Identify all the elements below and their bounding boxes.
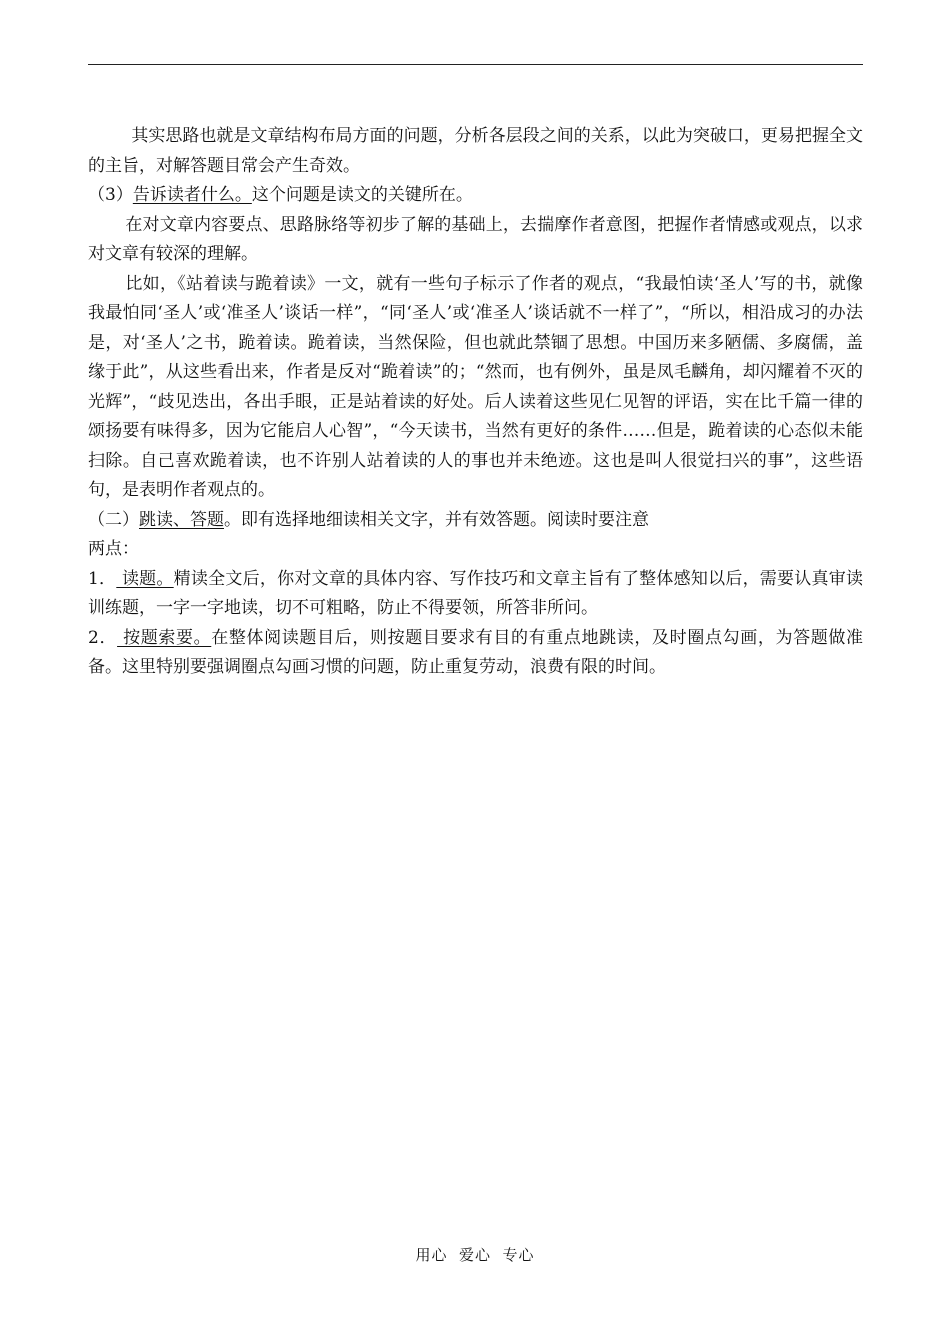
paragraph-example: 比如，《站着读与跪着读》一文，就有一些句子标示了作者的观点，“我最怕读‘圣人’写的书，就像我最怕同‘圣人’或‘准圣人’谈话一样”，“同‘圣人’或‘准圣人’谈话就不一样了”，“所以，相沿成习的办法是，对‘圣人’之书，跪着读。跪着读，当然保险，但也就此禁锢了思想。中国历来多陋儒、多腐儒，盖缘于此”，从这些看出来，作者是反对“跪着读”的；“然而，也有例外，虽是凤毛麟角，却闪耀着不灭的光辉”，“歧见迭出，各出手眼，正是站着读的好处。后人读着这些见仁见智的评语，实在比千篇一律的颂扬要有味得多，因为它能启人心智”，“今天读书，当然有更好的条件……但是，跪着读的心态似未能扫除。自己喜欢跪着读，也不许别人站着读的人的事也并未绝迹。这也是叫人很觉扫兴的事”，这些语句，是表明作者观点的。 xyxy=(88,273,863,500)
list-item-search-by-question xyxy=(88,624,863,683)
paragraph-point-3 xyxy=(88,181,863,211)
list-heading-read-question: 读题。 xyxy=(116,568,174,589)
section-2-number: （二） xyxy=(88,509,139,530)
paragraph-section-2 xyxy=(88,506,863,536)
list-heading-search-by-question: 按题索要。 xyxy=(117,627,212,648)
paragraph-two-points: 两点： xyxy=(88,539,139,559)
list-text-search-by-question: 在整体阅读题目后，则按题目要求有目的有重点地跳读，及时圈点勾画，为答题做准备。这里特别要强调圈点勾画习惯的问题，防止重复劳动，浪费有限的时间。 xyxy=(88,627,863,677)
document-body xyxy=(88,122,863,683)
section-2-heading: 跳读、答题 xyxy=(139,509,224,530)
point-3-text: 这个问题是读文的关键所在。 xyxy=(251,185,473,205)
paragraph-structure: 其实思路也就是文章结构布局方面的问题，分析各层段之间的关系，以此为突破口，更易把握全文的主旨，对解答题目常会产生奇效。 xyxy=(88,126,863,176)
section-2-text: 。即有选择地细读相关文字，并有效答题。阅读时要注意 xyxy=(224,509,649,530)
paragraph-understanding: 在对文章内容要点、思路脉络等初步了解的基础上，去揣摩作者意图，把握作者情感或观点，以求对文章有较深的理解。 xyxy=(88,214,863,264)
point-3-number: （3） xyxy=(88,185,133,205)
list-item-read-question xyxy=(88,565,863,624)
list-number-1: 1． xyxy=(88,568,117,589)
list-number-2: 2． xyxy=(88,627,118,648)
list-text-read-question: 精读全文后，你对文章的具体内容、写作技巧和文章主旨有了整体感知以后，需要认真审读训练题，一字一字地读，切不可粗略，防止不得要领，所答非所问。 xyxy=(88,568,864,618)
page-footer: 用心 爱心 专心 xyxy=(415,1246,535,1264)
header-rule xyxy=(88,64,863,65)
point-3-heading: 告诉读者什么。 xyxy=(132,185,252,205)
